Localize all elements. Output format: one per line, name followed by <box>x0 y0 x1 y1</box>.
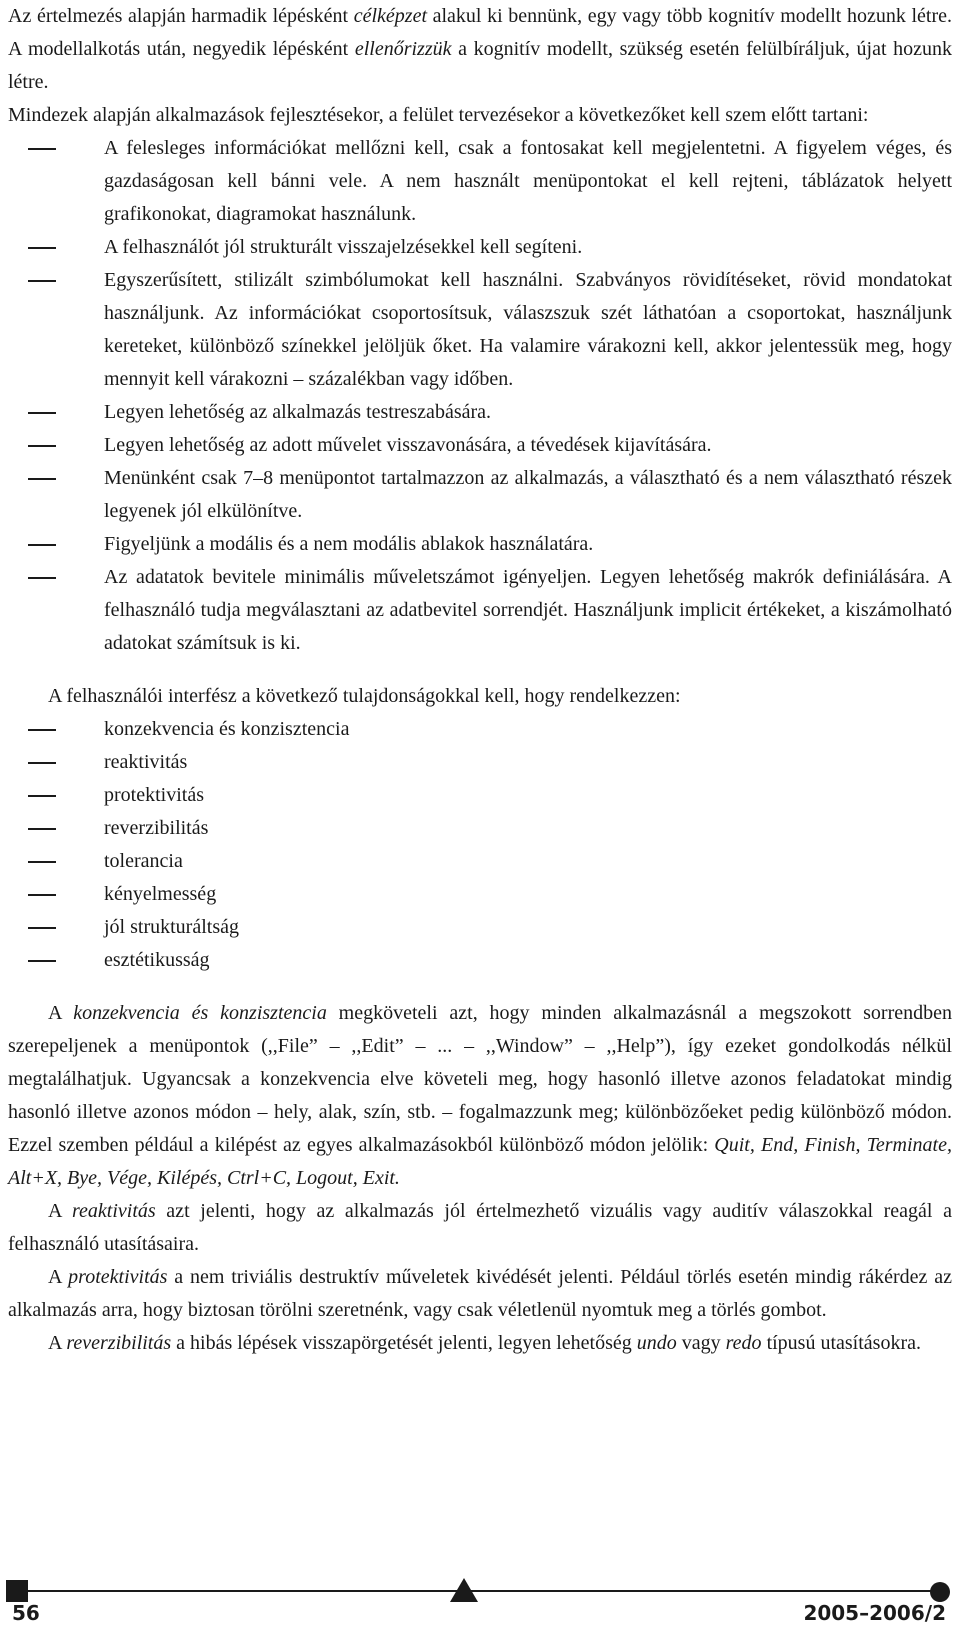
guideline-item: Figyeljünk a modális és a nem modális ablakok használatára. <box>8 528 952 561</box>
intro-paragraph-1: Az értelmezés alapján harmadik lépésként célképzet alakul ki bennünk, egy vagy több kognitív modellt hozunk létre. A modellalkotás után, negyedik lépésként ellenőrizzük a kognitív modellt, szükség esetén felülbíráljuk, újat hozunk létre. <box>8 5 953 93</box>
properties-intro: A felhasználói interfész a következő tulajdonságokkal kell, hogy rendelkezzen: <box>48 685 681 707</box>
footer-rule <box>14 1590 946 1592</box>
page-content <box>8 0 952 1360</box>
property-item: kényelmesség <box>8 878 952 911</box>
property-item: konzekvencia és konzisztencia <box>8 713 952 746</box>
guideline-item: Legyen lehetőség az alkalmazás testreszabására. <box>8 396 952 429</box>
circle-marker-icon <box>930 1582 950 1602</box>
konzekvencia-paragraph: A konzekvencia és konzisztencia megköveteli azt, hogy minden alkalmazásnál a megszokott sorrendben szerepeljenek a menüpontok (,,File” – ,,Edit” – ... – ,,Window” – ,,Help”), így ezeket gondolkodás nélkül megtalálhatjuk. Ugyancsak a konzekvencia elve követeli meg, hogy hasonló illetve azonos feladatokat mindig hasonló illetve azonos módon – hely, alak, szín, stb. – fogalmazzunk meg; különbözőeket pedig különböző módon. Ezzel szemben például a kilépést az egyes alkalmazásokból különböző módon jelölik: Quit, End, Finish, Terminate, Alt+X, Bye, Vége, Kilépés, Ctrl+C, Logout, Exit. <box>8 1002 953 1189</box>
property-item: esztétikusság <box>8 944 952 977</box>
property-item: tolerancia <box>8 845 952 878</box>
intro-paragraph-2: Mindezek alapján alkalmazások fejlesztésekor, a felület tervezésekor a következőket kell szem előtt tartani: <box>8 104 869 126</box>
reaktivitas-paragraph: A reaktivitás azt jelenti, hogy az alkalmazás jól értelmezhető vizuális vagy auditív válaszokkal reagál a felhasználó utasításaira. <box>8 1200 952 1255</box>
property-item: jól strukturáltság <box>8 911 952 944</box>
protektivitas-paragraph: A protektivitás a nem triviális destruktív műveletek kivédését jelenti. Például törlés esetén mindig rákérdez az alkalmazás arra, hogy biztosan törölni szeretnénk, vagy csak véletlenül nyomtuk meg a törlés gombot. <box>8 1266 953 1321</box>
triangle-marker-icon <box>450 1578 478 1602</box>
reverzibilitas-paragraph: A reverzibilitás a hibás lépések visszapörgetését jelenti, legyen lehetőség undo vagy redo típusú utasításokra. <box>48 1332 921 1354</box>
guideline-item: Az adatatok bevitele minimális műveletszámot igényeljen. Legyen lehetőség makrók definiálására. A felhasználó tudja megválasztani az adatbevitel sorrendjét. Használjunk implicit értékeket, a kiszámolható adatokat számítsuk is ki. <box>8 561 952 660</box>
guideline-item: Egyszerűsített, stilizált szimbólumokat kell használni. Szabványos rövidítéseket, rövid mondatokat használjunk. Az információkat csoportosítsuk, válaszszuk szét láthatóan a csoportokat, használjunk kereteket, különböző színekkel jelöljük őket. Ha valamire várakozni kell, akkor jelentessük meg, hogy mennyit kell várakozni – százalékban vagy időben. <box>8 264 952 396</box>
property-item: reaktivitás <box>8 746 952 779</box>
page-number: 56 <box>12 1601 40 1625</box>
property-item: protektivitás <box>8 779 952 812</box>
guideline-item: Menünként csak 7–8 menüpontot tartalmazzon az alkalmazás, a választható és a nem választható részek legyenek jól elkülönítve. <box>8 462 952 528</box>
guideline-item: Legyen lehetőség az adott művelet visszavonására, a tévedések kijavítására. <box>8 429 952 462</box>
properties-list <box>8 713 952 977</box>
page-footer <box>0 1540 960 1630</box>
issue-label: 2005–2006/2 <box>803 1601 946 1625</box>
guidelines-list <box>8 132 952 660</box>
guideline-item: A felesleges információkat mellőzni kell, csak a fontosakat kell megjelentetni. A figyelem véges, és gazdaságosan kell bánni vele. A nem használt menüpontokat el kell rejteni, táblázatok helyett grafikonokat, diagramokat használunk. <box>8 132 952 231</box>
guideline-item: A felhasználót jól strukturált visszajelzésekkel kell segíteni. <box>8 231 952 264</box>
property-item: reverzibilitás <box>8 812 952 845</box>
